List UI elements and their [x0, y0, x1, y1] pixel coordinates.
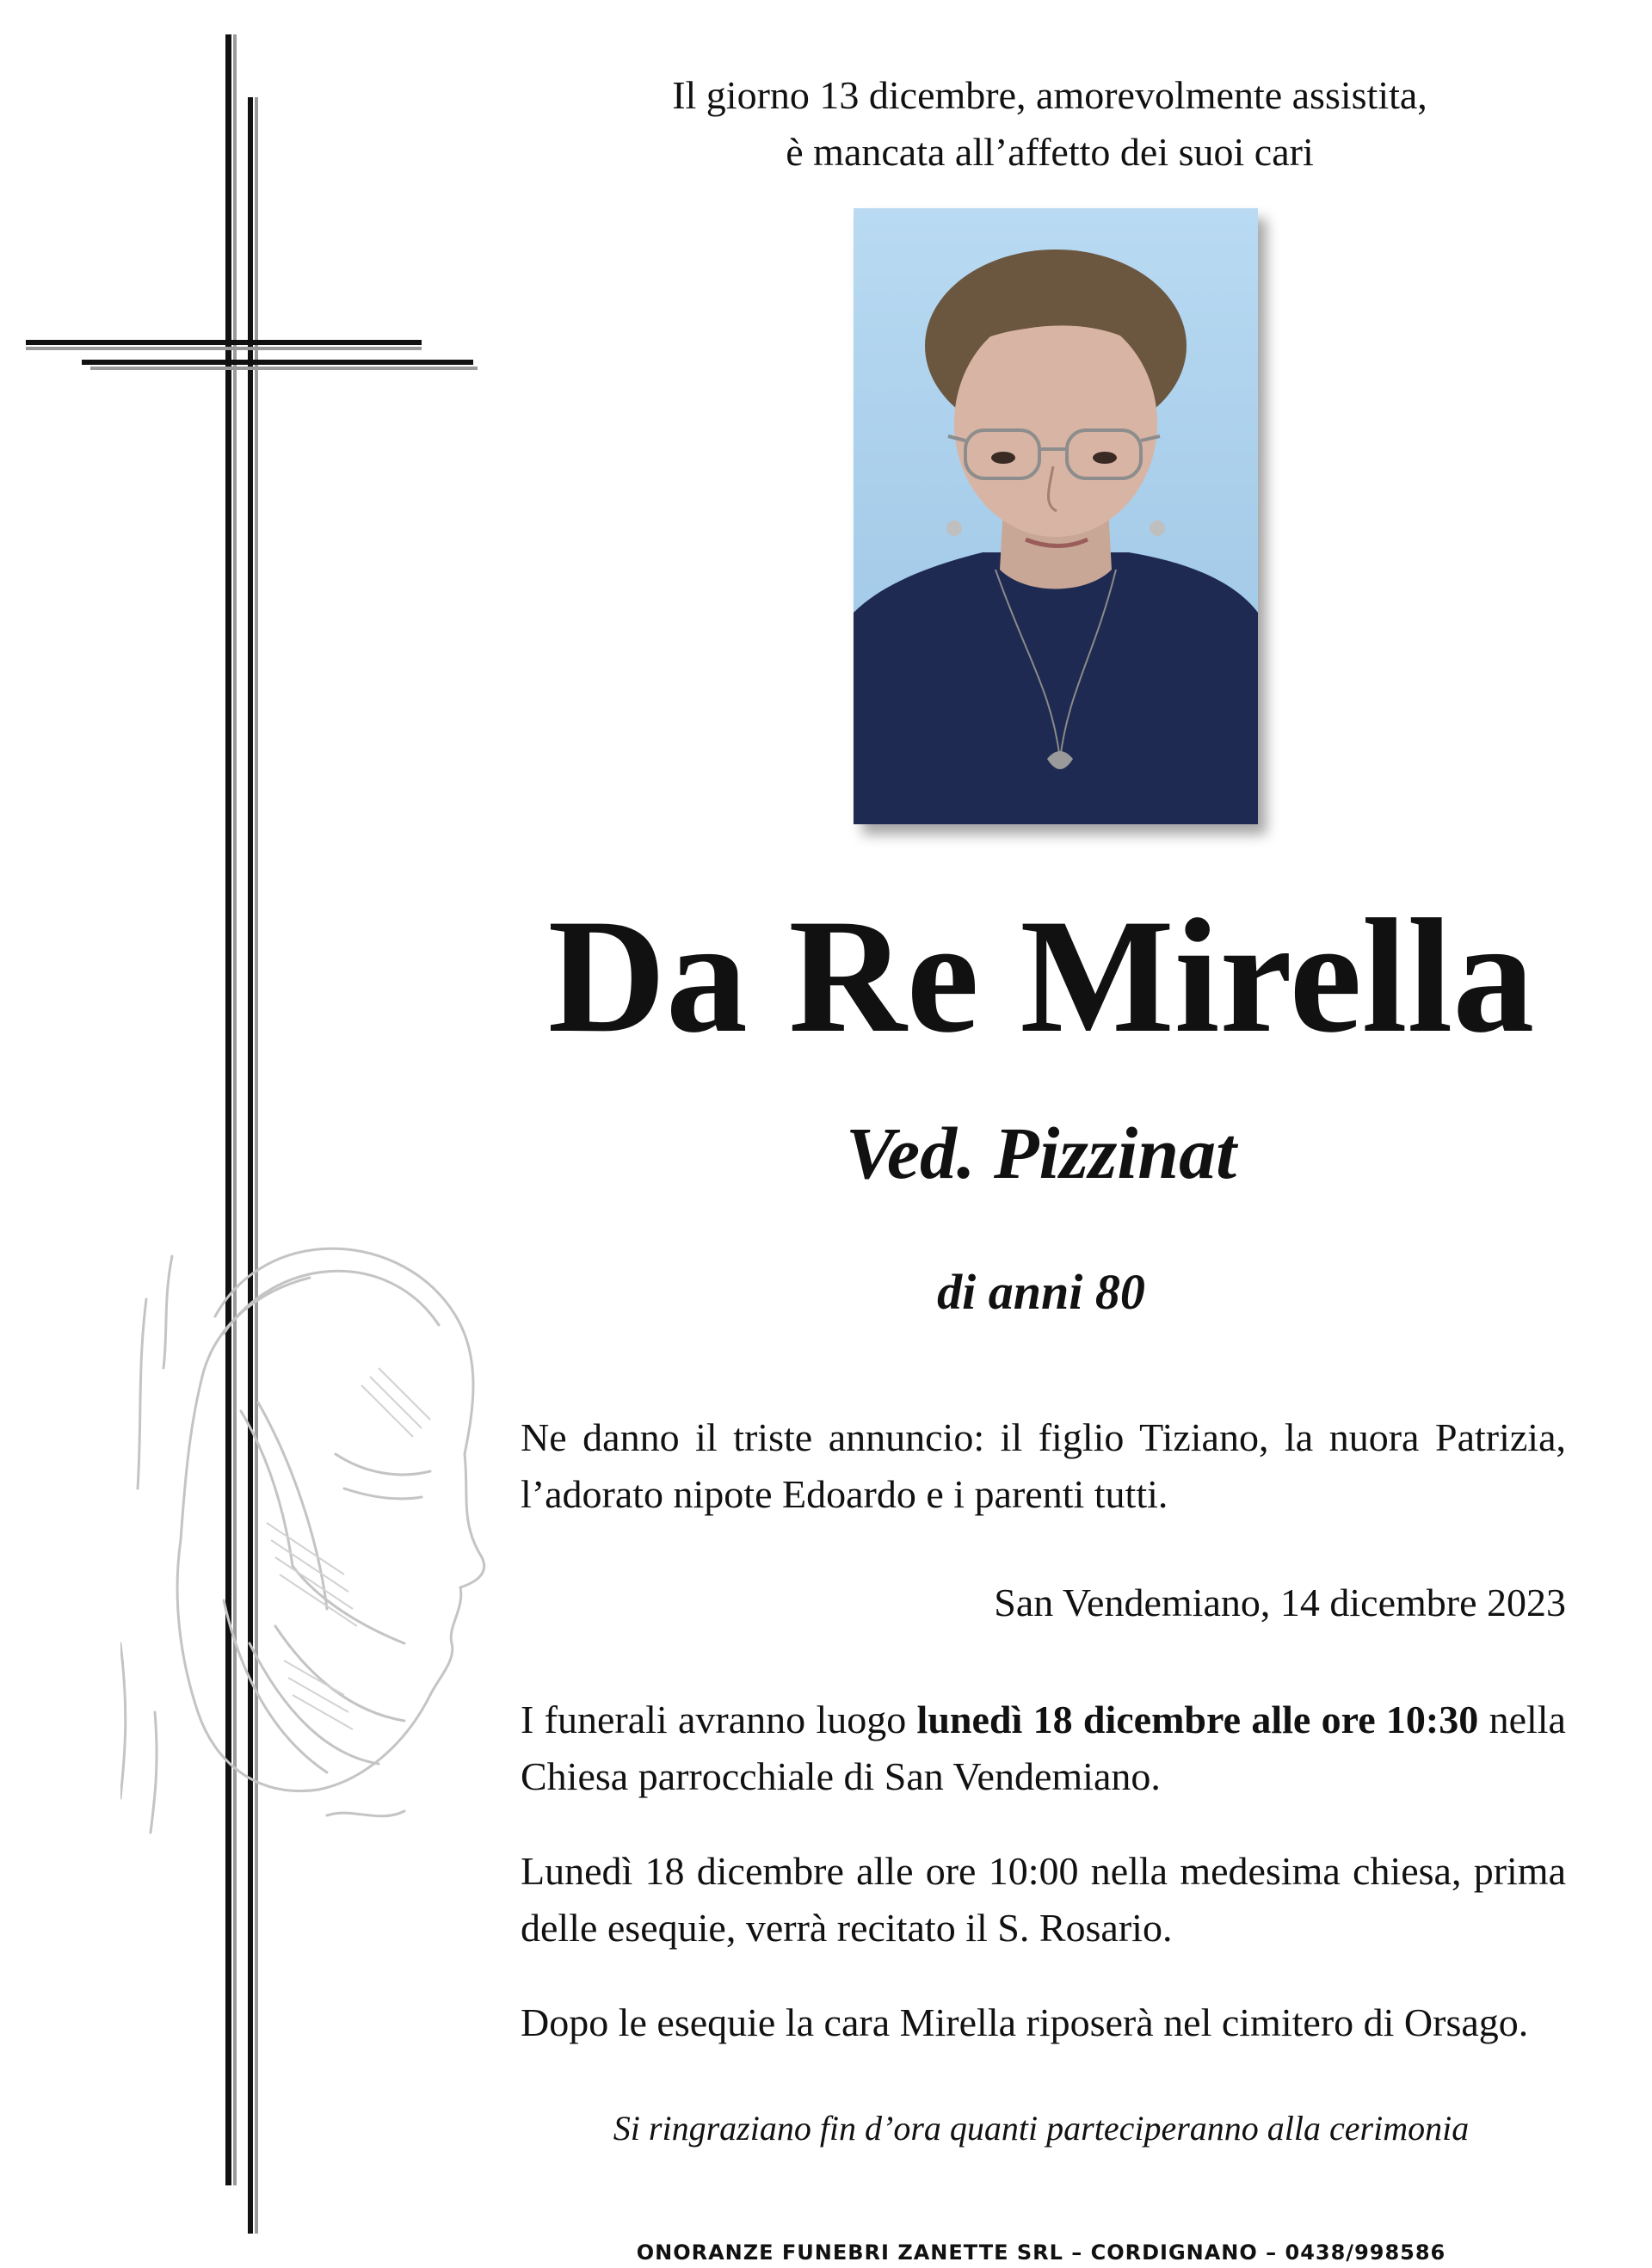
funeral-datetime: lunedì 18 dicembre alle ore 10:30 [916, 1698, 1479, 1741]
intro-line-1: Il giorno 13 dicembre, amorevolmente assistita, [672, 73, 1427, 117]
funeral-paragraph [521, 1692, 1566, 1805]
christ-face-sketch [120, 1196, 499, 1841]
thanks-line: Si ringraziano fin d’ora quanti parteciperanno alla cerimonia [613, 2109, 1470, 2148]
portrait-illustration [854, 208, 1258, 824]
funeral-text-before: I funerali avranno luogo [521, 1698, 917, 1741]
funeral-home-footer: ONORANZE FUNEBRI ZANETTE SRL – CORDIGNANO – 0438/998586 [636, 2240, 1446, 2265]
portrait-photo [854, 208, 1258, 824]
cross-icon [0, 0, 499, 2268]
funeral-text-after: nella Chiesa parrocchiale di San Vendemiano. [521, 1698, 1566, 1798]
intro-line-2: è mancata all’affetto dei suoi cari [786, 130, 1314, 174]
burial-paragraph: Dopo le esequie la cara Mirella riposerà nel cimitero di Orsago. [521, 2000, 1529, 2044]
announcement-paragraph: Ne danno il triste annuncio: il figlio Tiziano, la nuora Patrizia, l’adorato nipote Edoardo e i parenti tutti. [521, 1415, 1566, 1516]
rosary-paragraph: Lunedì 18 dicembre alle ore 10:00 nella medesima chiesa, prima delle esequie, verrà recitato il S. Rosario. [521, 1849, 1566, 1950]
widow-subtitle: Ved. Pizzinat [846, 1112, 1236, 1194]
deceased-name: Da Re Mirella [547, 886, 1535, 1067]
deceased-age: di anni 80 [937, 1264, 1145, 1320]
intro-text [551, 67, 1549, 181]
place-date: San Vendemiano, 14 dicembre 2023 [994, 1581, 1566, 1624]
